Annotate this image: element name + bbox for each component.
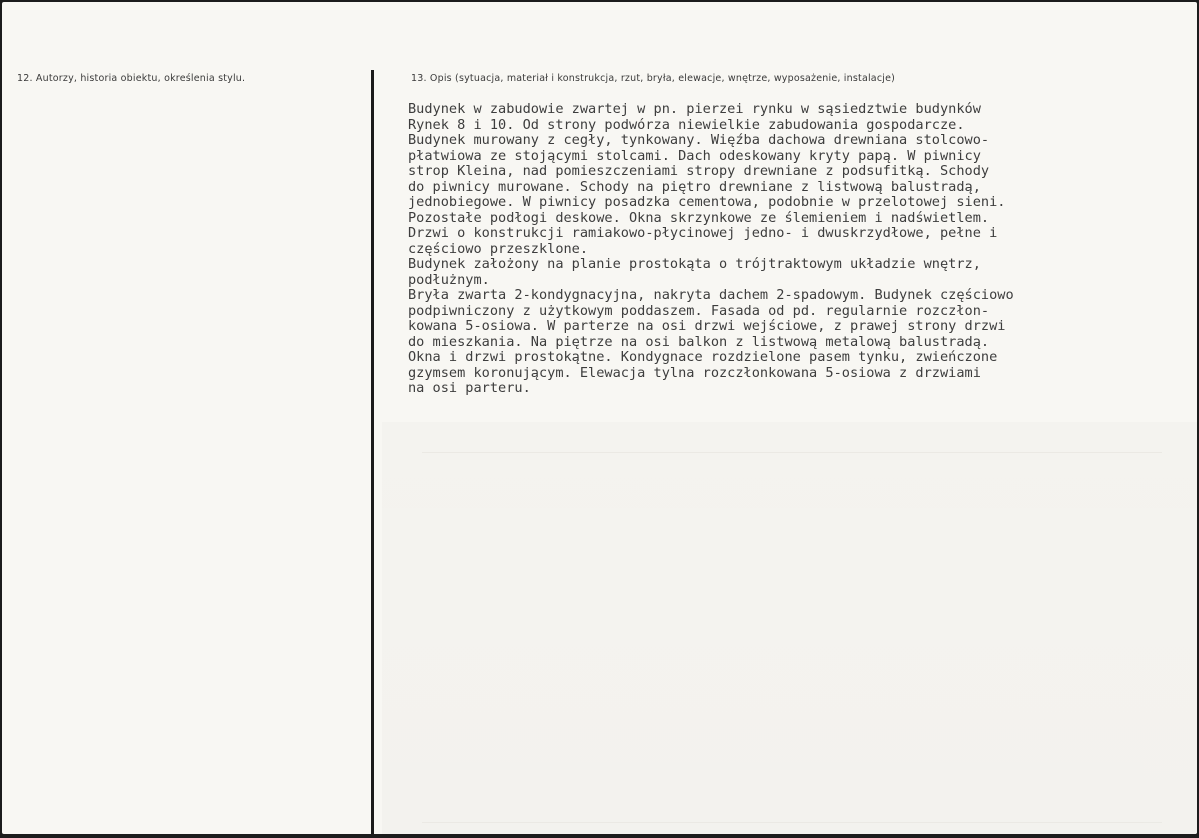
description-line: Bryła zwarta 2-kondygnacyjna, nakryta dachem 2-spadowym. Budynek częściowo — [408, 287, 1014, 303]
description-line: Budynek w zabudowie zwartej w pn. pierzei rynku w sąsiedztwie budynków — [408, 101, 981, 117]
section-13-label: 13. Opis (sytuacja, materiał i konstrukcja, rzut, bryła, elewacje, wnętrze, wyposażenie, instalacje) — [411, 73, 896, 84]
section-12-label: 12. Autorzy, historia obiektu, określenia stylu. — [17, 73, 246, 84]
description-line: Pozostałe podłogi deskowe. Okna skrzynkowe ze ślemieniem i nadświetlem. — [408, 209, 990, 226]
form-sheet — [2, 2, 1197, 834]
description-line: jednobiegowe. W piwnicy posadzka cementowa, podobnie w przelotowej sieni. — [408, 194, 1006, 210]
description-line: Okna i drzwi prostokątne. Kondygnace rozdzielone pasem tynku, zwieńczone — [408, 349, 998, 365]
description-text — [408, 102, 1168, 397]
description-line: gzymsem koronującym. Elewacja tylna rozczłonkowana 5-osiowa z drzwiami — [408, 364, 981, 381]
description-line: kowana 5-osiowa. W parterze na osi drzwi wejściowe, z prawej strony drzwi — [408, 318, 1006, 334]
description-line: na osi parteru. — [408, 380, 531, 396]
description-line: Budynek murowany z cegły, tynkowany. Więźba dachowa drewniana stolcowo- — [408, 132, 990, 148]
description-line: Budynek założony na planie prostokąta o trójtraktowym układzie wnętrz, — [408, 256, 981, 272]
description-line: częściowo przeszklone. — [408, 240, 589, 257]
description-line: płatwiowa ze stojącymi stolcami. Dach odeskowany kryty papą. W piwnicy — [408, 147, 981, 164]
description-line: Drzwi o konstrukcji ramiakowo-płycinowej jedno- i dwuskrzydłowe, pełne i — [408, 225, 998, 241]
column-divider — [371, 70, 374, 834]
description-line: strop Kleina, nad pomieszczeniami stropy drewniane z podsufitką. Schody — [408, 163, 990, 179]
description-line: do piwnicy murowane. Schody na piętro drewniane z listwową balustradą, — [408, 178, 981, 195]
show-through-panel — [382, 422, 1197, 834]
description-line: do mieszkania. Na piętrze na osi balkon z listwową metalową balustradą. — [408, 333, 990, 350]
description-line: podłużnym. — [408, 271, 490, 288]
description-line: podpiwniczony z użytkowym poddaszem. Fasada od pd. regularnie rozczłon- — [408, 302, 990, 319]
description-line: Rynek 8 i 10. Od strony podwórza niewielkie zabudowania gospodarcze. — [408, 116, 965, 133]
